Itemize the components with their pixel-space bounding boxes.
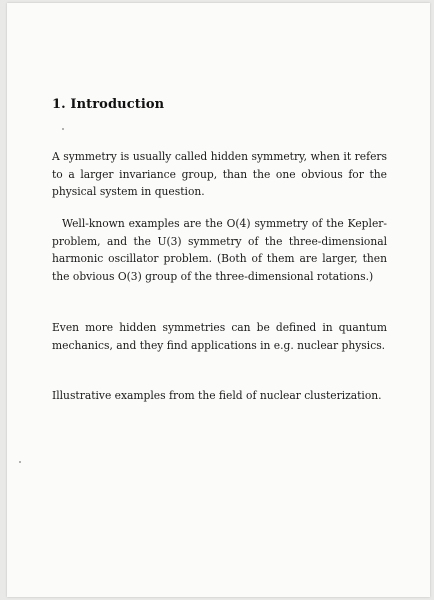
scan-speck: [19, 461, 21, 463]
paragraph-well-known-examples: Well-known examples are the O(4) symmetry of the Kepler-problem, and the U(3) symmetry of the three-dimensional harmonic oscillator problem. (Both of them are larger, then the obvious O(3) group of the three-dimensional rotations.): [52, 217, 387, 283]
document-page: [7, 3, 430, 597]
scan-speck: [62, 128, 64, 130]
paragraph-hidden-symmetry-definition: A symmetry is usually called hidden symmetry, when it refers to a larger invariance group, than the one obvious for the physical system in question.: [52, 150, 387, 198]
section-heading: 1. Introduction: [52, 97, 165, 112]
paragraph-illustrative-examples: Illustrative examples from the field of nuclear clusterization.: [52, 389, 382, 402]
paragraph-quantum-mechanics: Even more hidden symmetries can be defined in quantum mechanics, and they find applications in e.g. nuclear physics.: [52, 321, 387, 352]
